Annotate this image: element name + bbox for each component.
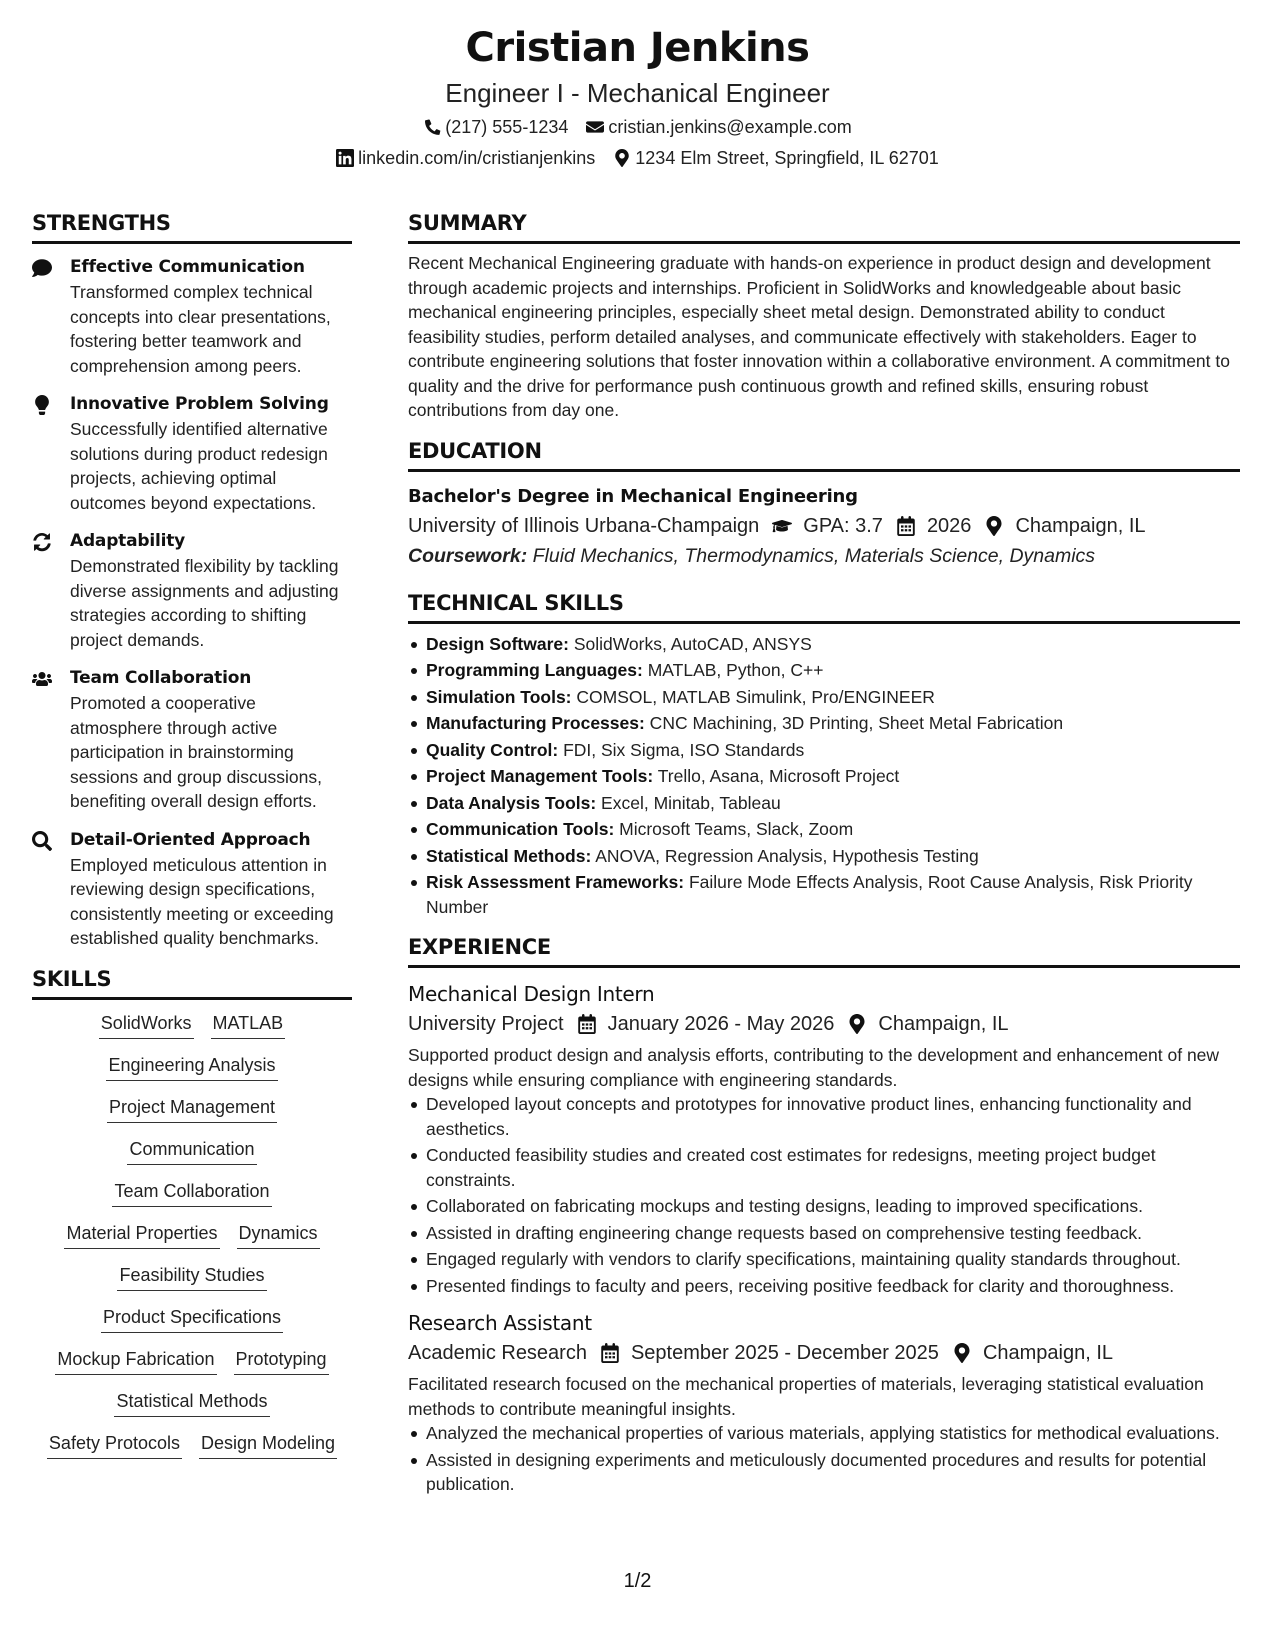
lightbulb-icon <box>32 402 52 419</box>
skill-category: Programming Languages: <box>426 660 643 680</box>
phone-icon <box>423 118 441 136</box>
skill-tag: Design Modeling <box>199 1431 337 1459</box>
job-organization: University Project <box>408 1013 564 1035</box>
map-marker-icon <box>983 515 1005 537</box>
job-bullet: Conducted feasibility studies and created cost estimates for redesigns, meeting project budget constraints. <box>408 1143 1240 1192</box>
candidate-name: Cristian Jenkins <box>465 25 810 71</box>
skill-row <box>32 1179 352 1207</box>
skill-tag: SolidWorks <box>99 1011 194 1039</box>
job-title: Engineer I - Mechanical Engineer <box>445 78 830 108</box>
skill-tag: Prototyping <box>234 1347 329 1375</box>
technical-skill-item <box>408 685 1240 710</box>
phone-text: (217) 555-1234 <box>445 117 569 137</box>
graduation-cap-icon <box>771 515 793 537</box>
skill-category: Risk Assessment Frameworks: <box>426 872 685 892</box>
address-text: 1234 Elm Street, Springfield, IL 62701 <box>635 148 939 168</box>
skills-list <box>32 1011 352 1459</box>
skill-tag: MATLAB <box>211 1011 286 1039</box>
skill-category: Statistical Methods: <box>426 845 592 866</box>
strength-item <box>32 666 352 814</box>
skill-tag: Mockup Fabrication <box>55 1347 216 1375</box>
gpa-text: GPA: 3.7 <box>803 514 883 537</box>
right-column <box>408 209 1240 1507</box>
job-bullet: Collaborated on fabricating mockups and testing designs, leading to improved specifications. <box>408 1194 1240 1219</box>
technical-skill-item <box>408 791 1240 816</box>
linkedin-link[interactable]: linkedin.com/in/cristianjenkins <box>358 148 596 168</box>
job-bullets <box>408 1421 1240 1497</box>
technical-skills-heading: TECHNICAL SKILLS <box>408 589 1240 624</box>
job-organization: Academic Research <box>408 1342 587 1364</box>
experience-heading: EXPERIENCE <box>408 933 1240 968</box>
skills-heading: SKILLS <box>32 965 352 1000</box>
map-marker-icon <box>846 1013 868 1035</box>
job-position: Research Assistant <box>408 1311 592 1335</box>
skill-tag: Engineering Analysis <box>106 1053 277 1081</box>
job-dates: January 2026 - May 2026 <box>607 1013 835 1035</box>
education-meta <box>408 511 1240 541</box>
job-bullet: Assisted in designing experiments and meticulously documented procedures and results for potential publication. <box>408 1448 1240 1497</box>
skill-tag: Project Management <box>107 1095 277 1123</box>
summary-text: Recent Mechanical Engineering graduate with hands-on experience in product design and development through academic projects and internships. Proficient in SolidWorks and knowledgeable about basic mechanical engineering principles, especially sheet metal design. Demonstrated ability to conduct feasibility studies, perform detailed analyses, and communicate effectively with stakeholders. Eager to contribute engineering solutions that foster innovation within a collaborative environment. A commitment to quality and the drive for performance push continuous growth and refined skills, ensuring robust contributions from day one. <box>408 253 1230 420</box>
school-name: University of Illinois Urbana-Champaign <box>408 514 760 537</box>
skill-values: CNC Machining, 3D Printing, Sheet Metal Fabrication <box>644 713 1064 733</box>
calendar-icon <box>576 1013 598 1035</box>
technical-skill-item <box>408 711 1240 736</box>
envelope-icon <box>586 118 604 136</box>
skill-row <box>32 1011 352 1039</box>
strength-title: Detail-Oriented Approach <box>70 829 311 850</box>
skill-values: Trello, Asana, Microsoft Project <box>653 766 900 786</box>
technical-skill-item <box>408 764 1240 789</box>
job-meta <box>408 1009 1240 1039</box>
sync-icon <box>32 539 52 556</box>
calendar-icon <box>895 515 917 537</box>
technical-skill-item <box>408 658 1240 683</box>
technical-skill-item <box>408 632 1240 657</box>
strengths-heading: STRENGTHS <box>32 209 352 244</box>
address-contact <box>613 144 939 172</box>
education-heading: EDUCATION <box>408 437 1240 472</box>
strength-item <box>32 529 352 652</box>
skill-row <box>32 1095 352 1123</box>
skill-category: Manufacturing Processes: <box>426 713 645 733</box>
job-entry <box>408 1308 1240 1497</box>
job-bullet: Assisted in drafting engineering change requests based on comprehensive testing feedback. <box>408 1221 1240 1246</box>
job-bullet: Presented findings to faculty and peers, receiving positive feedback for clarity and thoroughness. <box>408 1274 1240 1299</box>
skill-tag: Material Properties <box>64 1221 219 1249</box>
strength-item <box>32 392 352 515</box>
job-bullet: Analyzed the mechanical properties of various materials, applying statistics for methodical evaluations. <box>408 1421 1240 1446</box>
job-position: Mechanical Design Intern <box>408 982 655 1006</box>
job-bullet: Developed layout concepts and prototypes for innovative product lines, enhancing functionality and aesthetics. <box>408 1092 1240 1141</box>
resume-header <box>0 20 1275 172</box>
job-entry <box>408 979 1240 1298</box>
strength-title: Adaptability <box>70 531 186 551</box>
search-icon <box>32 838 52 855</box>
skill-values: Excel, Minitab, Tableau <box>596 792 781 813</box>
coursework-label: Coursework: <box>408 544 528 567</box>
email-link[interactable]: cristian.jenkins@example.com <box>608 117 852 137</box>
skill-row <box>32 1389 352 1417</box>
technical-skill-item <box>408 870 1240 919</box>
technical-skills-list <box>408 632 1240 920</box>
job-dates: September 2025 - December 2025 <box>630 1342 939 1364</box>
skill-values: ANOVA, Regression Analysis, Hypothesis Testing <box>591 845 979 866</box>
degree-title: Bachelor's Degree in Mechanical Engineering <box>408 485 858 507</box>
phone-contact <box>423 113 568 141</box>
job-meta <box>408 1338 1240 1368</box>
skill-tag: Product Specifications <box>101 1305 283 1333</box>
map-marker-icon <box>951 1342 973 1364</box>
job-bullet: Engaged regularly with vendors to clarify specifications, maintaining quality standards throughout. <box>408 1247 1240 1272</box>
job-description: Supported product design and analysis efforts, contributing to the development and enhancement of new designs while ensuring compliance with engineering standards. <box>408 1045 1220 1090</box>
job-location: Champaign, IL <box>982 1342 1114 1364</box>
skill-values: SolidWorks, AutoCAD, ANSYS <box>568 633 812 654</box>
skill-tag: Team Collaboration <box>112 1179 271 1207</box>
skill-row <box>32 1305 352 1333</box>
strength-title: Innovative Problem Solving <box>70 394 329 414</box>
calendar-icon <box>599 1342 621 1364</box>
strength-title: Effective Communication <box>70 257 305 277</box>
skill-row <box>32 1221 352 1249</box>
skill-values: Microsoft Teams, Slack, Zoom <box>614 819 854 839</box>
skill-category: Simulation Tools: <box>426 686 572 707</box>
skill-tag: Safety Protocols <box>47 1431 182 1459</box>
users-icon <box>32 676 52 693</box>
skill-tag: Statistical Methods <box>114 1389 269 1417</box>
graduation-year: 2026 <box>926 514 972 537</box>
job-bullets <box>408 1092 1240 1298</box>
skill-category: Data Analysis Tools: <box>426 792 597 813</box>
email-contact[interactable] <box>586 113 851 141</box>
skill-row <box>32 1263 352 1291</box>
linkedin-contact[interactable] <box>336 144 595 172</box>
skill-category: Quality Control: <box>426 739 559 760</box>
skill-row <box>32 1053 352 1081</box>
skill-values: FDI, Six Sigma, ISO Standards <box>558 739 805 760</box>
skill-tag: Communication <box>127 1137 256 1165</box>
linkedin-icon <box>336 149 354 167</box>
coursework-list: Fluid Mechanics, Thermodynamics, Materials Science, Dynamics <box>527 544 1096 567</box>
coursework <box>408 541 1240 571</box>
strength-item <box>32 828 352 951</box>
map-marker-icon <box>613 149 631 167</box>
strength-desc: Transformed complex technical concepts into clear presentations, fostering better teamwork and comprehension among peers. <box>70 282 331 376</box>
strength-item <box>32 255 352 378</box>
summary-heading: SUMMARY <box>408 209 1240 244</box>
left-column <box>32 209 352 1473</box>
skill-category: Design Software: <box>426 633 569 654</box>
page-number: 1/2 <box>623 1570 652 1592</box>
strength-desc: Promoted a cooperative atmosphere through active participation in brainstorming sessions and group discussions, benefiting overall design efforts. <box>70 693 322 811</box>
skill-values: COMSOL, MATLAB Simulink, Pro/ENGINEER <box>571 686 935 707</box>
contact-row-2 <box>0 144 1275 172</box>
technical-skill-item <box>408 817 1240 842</box>
comment-icon <box>32 265 52 282</box>
skill-category: Project Management Tools: <box>426 766 654 786</box>
technical-skill-item <box>408 844 1240 869</box>
strength-title: Team Collaboration <box>70 668 252 688</box>
strength-desc: Successfully identified alternative solutions during product redesign projects, achieving optimal outcomes beyond expectations. <box>70 419 328 513</box>
skill-values: Failure Mode Effects Analysis, Root Cause Analysis, Risk Priority Number <box>426 872 1193 917</box>
school-location: Champaign, IL <box>1015 514 1146 537</box>
job-description: Facilitated research focused on the mechanical properties of materials, leveraging statistical evaluation methods to contribute meaningful insights. <box>408 1374 1204 1419</box>
job-location: Champaign, IL <box>878 1013 1009 1035</box>
strength-desc: Demonstrated flexibility by tackling diverse assignments and adjusting strategies according to shifting project demands. <box>70 556 339 650</box>
skill-row <box>32 1431 352 1459</box>
skill-values: MATLAB, Python, C++ <box>642 660 824 680</box>
strength-desc: Employed meticulous attention in reviewing design specifications, consistently meeting or exceeding established quality benchmarks. <box>70 854 334 948</box>
skill-tag: Feasibility Studies <box>117 1263 266 1291</box>
skill-row <box>32 1137 352 1165</box>
skill-tag: Dynamics <box>237 1221 320 1249</box>
skill-category: Communication Tools: <box>426 819 615 839</box>
contact-row-1 <box>0 113 1275 141</box>
skill-row <box>32 1347 352 1375</box>
technical-skill-item <box>408 738 1240 763</box>
